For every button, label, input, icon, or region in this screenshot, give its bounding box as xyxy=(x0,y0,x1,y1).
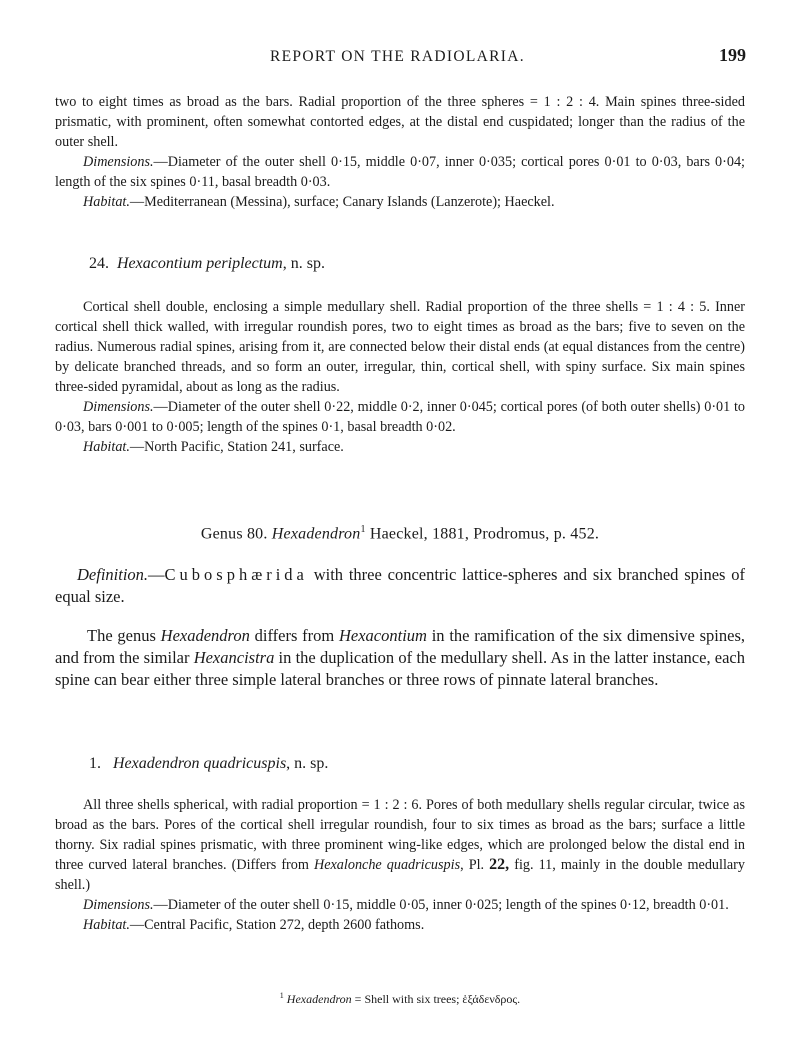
habitat-label: Habitat. xyxy=(83,194,130,210)
plate-number: 22, xyxy=(489,856,510,873)
species-24-heading: 24. Hexacontium periplectum, n. sp. xyxy=(89,255,325,272)
running-title: REPORT ON THE RADIOLARIA. xyxy=(270,48,525,65)
genus-heading: Genus 80. Hexadendron$^1$ Haeckel, 1881, Prodromus, p. 452. xyxy=(200,524,600,543)
continued-species-block xyxy=(55,92,745,212)
species-24-description: Cortical shell double, enclosing a simple medullary shell. Radial proportion of the three shells = 1 : 4 : 5. Inner cortical shell thick walled, with irregular roundish pores, two to eight times as broad as the bars; five to seven on the radius. Numerous radial spines, arising from it, are connected below their distal ends (at equal distances from the centre) by delicate branched threads, and so form an outer, irregular, thin, cortical shell, with spiny surface. Six main spines three-sided pyramidal, about as long as the radius. xyxy=(55,299,745,395)
genus-description-block: The genus Hexadendron differs from Hexacontium in the ramification of the six dimensive spines, and from the similar Hexancistra in the duplication of the medullary shell. As in the latter instance, each spine can bear either three simple lateral branches or three rows of pinnate lateral branches. xyxy=(55,626,745,689)
continued-habitat: Habitat.—Mediterranean (Messina), surface; Canary Islands (Lanzerote); Haeckel. xyxy=(83,194,555,210)
species-1-habitat: Habitat.—Central Pacific, Station 272, depth 2600 fathoms. xyxy=(83,917,425,933)
footnote-ref: 1 xyxy=(360,524,366,535)
page-number: 199 xyxy=(719,45,746,65)
species-1-heading: 1. Hexadendron quadricuspis, n. sp. xyxy=(89,755,329,772)
species-name: Hexadendron quadricuspis xyxy=(113,755,287,772)
definition-label: Definition. xyxy=(77,565,149,584)
species-24-block xyxy=(55,297,745,457)
habitat-label: Habitat. xyxy=(83,439,130,455)
species-1-block xyxy=(55,795,745,935)
page-header xyxy=(0,45,800,72)
footnote: $^1$ Hexadendron = Shell with six trees; ἑξάδενδρος. xyxy=(279,991,521,1006)
genus-name: Hexadendron xyxy=(271,525,361,543)
dimensions-label: Dimensions. xyxy=(83,399,154,415)
species-1-dimensions: Dimensions.—Diameter of the outer shell 0·15, middle 0·05, inner 0·025; length of the spines 0·12, breadth 0·01. xyxy=(83,897,729,913)
definition-block: Definition.—Cubosphærida with three concentric lattice-spheres and six branched spines of equal size. xyxy=(55,565,745,606)
group-name: Cubosphærida xyxy=(164,565,308,584)
species-24-dimensions: Dimensions.—Diameter of the outer shell 0·22, middle 0·2, inner 0·045; cortical pores (of both outer shells) 0·01 to 0·03, bars 0·001 to 0·005; length of the spines 0·1, basal breadth 0·02. xyxy=(55,399,745,435)
habitat-label: Habitat. xyxy=(83,917,130,933)
species-name: Hexacontium periplectum xyxy=(117,255,283,272)
continued-dimensions: Dimensions.—Diameter of the outer shell 0·15, middle 0·07, inner 0·035; cortical pores 0·01 to 0·03, bars 0·04; length of the six spines 0·11, basal breadth 0·03. xyxy=(55,154,745,190)
species-1-description: All three shells spherical, with radial proportion = 1 : 2 : 6. Pores of both medullary shells regular circular, twice as broad as the bars. Pores of the cortical shell irregular roundish, four to six times as broad as the bars; surface a little thorny. Six radial spines prismatic, with three prominent wing-like edges, which are prolonged below the distal end in three curved lateral branches. (Differs from Hexalonche quadricuspis, Pl. 22, fig. 11, mainly in the double medullary shell.) xyxy=(55,797,746,893)
dimensions-label: Dimensions. xyxy=(83,897,154,913)
dimensions-label: Dimensions. xyxy=(83,154,154,170)
continued-description: two to eight times as broad as the bars. Radial proportion of the three spheres = 1 : 2 : 4. Main spines three-sided prismatic, with prominent, often somewhat contorted edges, at the distal end cuspidated; longer than the radius of the outer shell. xyxy=(55,94,745,150)
species-24-habitat: Habitat.—North Pacific, Station 241, surface. xyxy=(83,439,344,455)
